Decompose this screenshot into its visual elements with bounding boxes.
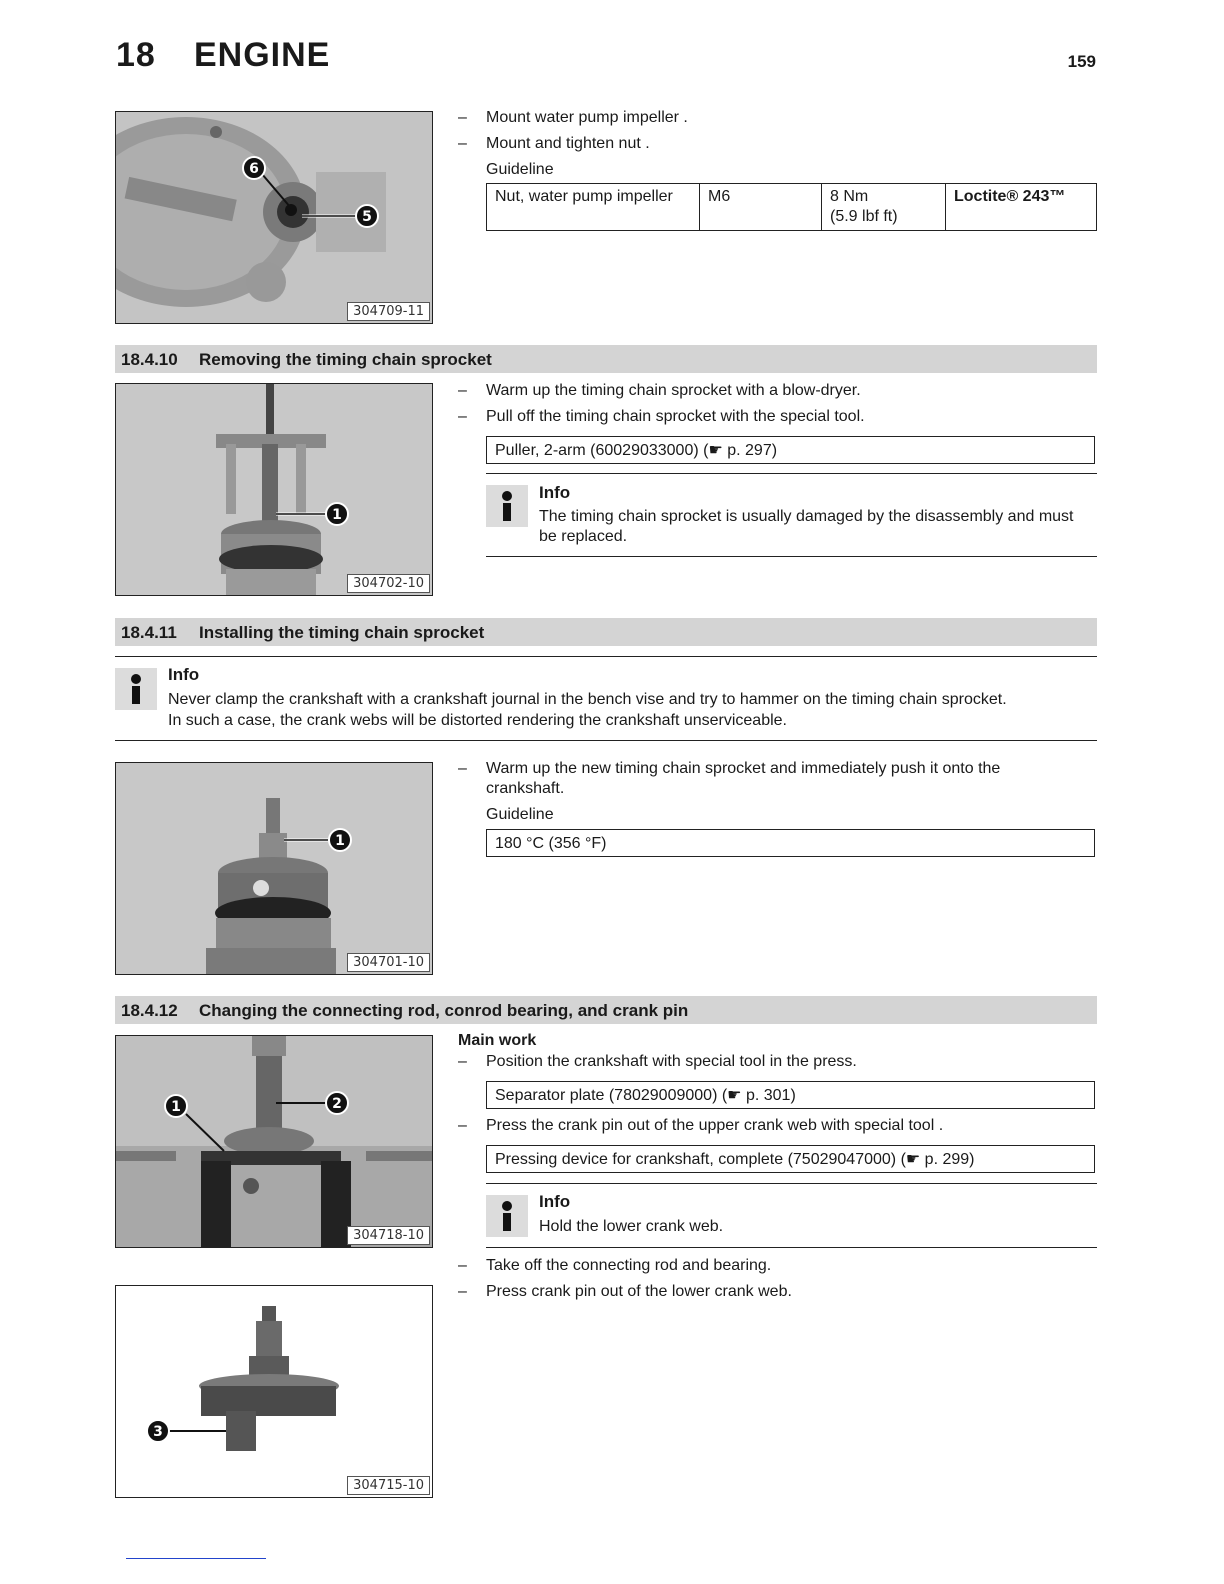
section-heading	[115, 345, 1097, 373]
step-dash: –	[458, 109, 467, 126]
callout-5: 5	[362, 209, 372, 225]
step-dash: –	[458, 1053, 467, 1070]
press-photo	[115, 1035, 433, 1248]
crank-pin-photo	[115, 1285, 433, 1498]
guideline-value-box: 180 °C (356 °F)	[486, 829, 1095, 857]
spec-torque	[822, 184, 946, 231]
info-text-line-1: The timing chain sprocket is usually damaged by the disassembly and must	[539, 508, 1074, 525]
chapter-number: 18	[116, 36, 156, 74]
special-tool-box: Pressing device for crankshaft, complete (75029047000) (☛ p. 299)	[486, 1145, 1095, 1173]
step-text: Mount water pump impeller .	[486, 109, 688, 126]
info-icon	[486, 485, 528, 527]
info-divider-top	[486, 473, 1097, 474]
info-divider-bottom	[486, 1247, 1097, 1248]
press-illustration	[116, 1036, 432, 1247]
section-heading	[115, 996, 1097, 1024]
callout-2: 2	[332, 1096, 342, 1112]
section-title: Removing the timing chain sprocket	[199, 350, 492, 369]
figure-id: 304701-10	[347, 953, 430, 972]
step-dash: –	[458, 1117, 467, 1134]
step-text: Press the crank pin out of the upper crank web with special tool .	[486, 1117, 944, 1134]
sprocket-install-photo	[115, 762, 433, 975]
sprocket-removal-photo	[115, 383, 433, 596]
figure-id: 304702-10	[347, 574, 430, 593]
section-title: Changing the connecting rod, conrod bearing, and crank pin	[199, 1001, 689, 1020]
info-divider-bottom	[115, 740, 1097, 741]
water-pump-illustration	[116, 112, 432, 323]
info-text-line-1: Never clamp the crankshaft with a crankshaft journal in the bench vise and try to hammer on the timing chain sprocket.	[168, 691, 1007, 708]
step-text: Mount and tighten nut .	[486, 135, 650, 152]
info-divider-top	[486, 1183, 1097, 1184]
step-text: Position the crankshaft with special tool in the press.	[486, 1053, 857, 1070]
info-icon	[115, 668, 157, 710]
section-number: 18.4.12	[121, 1001, 178, 1020]
spec-item: Nut, water pump impeller	[487, 184, 700, 231]
step-text: Warm up the timing chain sprocket with a blow-dryer.	[486, 382, 861, 399]
spec-adhesive: Loctite® 243™	[946, 184, 1097, 231]
step-text-line-1: Warm up the new timing chain sprocket and immediately push it onto the	[486, 760, 1001, 777]
step-text: Pull off the timing chain sprocket with the special tool.	[486, 408, 865, 425]
info-divider-bottom	[486, 556, 1097, 557]
section-number: 18.4.10	[121, 350, 178, 369]
step-dash: –	[458, 1283, 467, 1300]
guideline-label: Guideline	[486, 806, 554, 823]
step-text: Press crank pin out of the lower crank web.	[486, 1283, 792, 1300]
step-dash: –	[458, 760, 467, 777]
section-number: 18.4.11	[121, 623, 177, 642]
step-text-line-2: crankshaft.	[486, 780, 565, 797]
footer-link-underline	[126, 1558, 266, 1559]
figure-id: 304718-10	[347, 1226, 430, 1245]
step-dash: –	[458, 1257, 467, 1274]
figure-id: 304715-10	[347, 1476, 430, 1495]
spec-thread: M6	[700, 184, 822, 231]
section-heading	[115, 618, 1097, 646]
main-work-label: Main work	[458, 1032, 537, 1049]
torque-metric: 8 Nm	[830, 188, 869, 205]
info-text-line-2: In such a case, the crank webs will be distorted rendering the crankshaft unserviceable.	[168, 712, 787, 729]
step-text: Take off the connecting rod and bearing.	[486, 1257, 772, 1274]
puller-illustration	[116, 384, 432, 595]
callout-1: 1	[332, 507, 342, 523]
special-tool-box: Separator plate (78029009000) (☛ p. 301)	[486, 1081, 1095, 1109]
info-divider-top	[115, 656, 1097, 657]
info-text-line-2: be replaced.	[539, 528, 628, 545]
step-dash: –	[458, 408, 467, 425]
info-icon	[486, 1195, 528, 1237]
figure-id: 304709-11	[347, 302, 430, 321]
info-text: Hold the lower crank web.	[539, 1218, 724, 1235]
crank-web-illustration	[116, 1286, 432, 1497]
callout-1: 1	[335, 833, 345, 849]
section-title: Installing the timing chain sprocket	[199, 623, 485, 642]
water-pump-photo	[115, 111, 433, 324]
step-dash: –	[458, 135, 467, 152]
step-dash: –	[458, 382, 467, 399]
table-row	[487, 184, 1097, 231]
info-title: Info	[539, 1192, 571, 1211]
torque-spec-table	[486, 183, 1097, 231]
torque-imperial: (5.9 lbf ft)	[830, 208, 898, 225]
info-title: Info	[539, 483, 571, 502]
callout-6: 6	[249, 161, 259, 177]
guideline-label: Guideline	[486, 161, 554, 178]
crankshaft-illustration	[116, 763, 432, 974]
chapter-title: ENGINE	[194, 36, 331, 74]
special-tool-box: Puller, 2-arm (60029033000) (☛ p. 297)	[486, 436, 1095, 464]
info-title: Info	[168, 665, 200, 684]
page-number: 159	[1067, 52, 1096, 71]
callout-3: 3	[153, 1424, 163, 1440]
callout-1: 1	[171, 1099, 181, 1115]
